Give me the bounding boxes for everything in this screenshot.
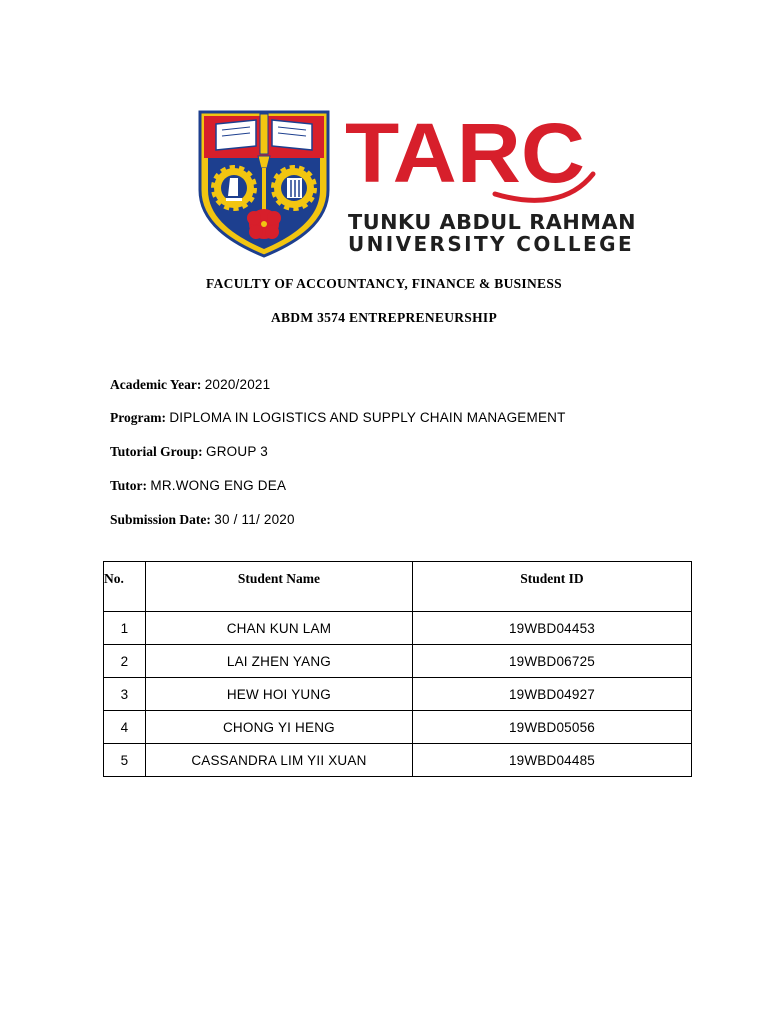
submission-date-value: 30 / 11/ 2020	[214, 512, 295, 527]
university-logo	[198, 110, 637, 260]
faculty-heading: FACULTY OF ACCOUNTANCY, FINANCE & BUSINESS	[206, 276, 562, 291]
cell-no: 5	[104, 744, 146, 777]
students-table	[103, 561, 692, 777]
submission-date-label: Submission Date:	[110, 512, 211, 527]
submission-date-line	[110, 512, 295, 528]
tutorial-group-value: GROUP 3	[206, 444, 268, 459]
program-line	[110, 410, 566, 426]
cell-student-id: 19WBD05056	[412, 711, 691, 744]
academic-year-line	[110, 377, 270, 393]
cell-no: 4	[104, 711, 146, 744]
tutor-value: MR.WONG ENG DEA	[150, 478, 287, 493]
table-row	[104, 645, 692, 678]
university-crest-icon	[198, 110, 330, 258]
cell-student-id: 19WBD04453	[412, 612, 691, 645]
academic-year-label: Academic Year:	[110, 377, 202, 392]
cell-no: 2	[104, 645, 146, 678]
table-header-row	[104, 562, 692, 612]
table-row	[104, 744, 692, 777]
cell-student-name: CHONG YI HENG	[145, 711, 412, 744]
table-row	[104, 711, 692, 744]
cell-student-name: CASSANDRA LIM YII XUAN	[145, 744, 412, 777]
tutor-label: Tutor:	[110, 478, 148, 493]
cell-student-id: 19WBD04927	[412, 678, 691, 711]
program-label: Program:	[110, 410, 166, 425]
column-header-student-name: Student Name	[145, 562, 412, 612]
table-row	[104, 678, 692, 711]
tutor-line	[110, 478, 286, 494]
cell-student-name: CHAN KUN LAM	[145, 612, 412, 645]
course-heading: ABDM 3574 ENTREPRENEURSHIP	[270, 310, 498, 325]
program-value: DIPLOMA IN LOGISTICS AND SUPPLY CHAIN MANAGEMENT	[169, 410, 566, 425]
cell-no: 1	[104, 612, 146, 645]
column-header-no: No.	[104, 562, 146, 612]
university-name-line1: TUNKU ABDUL RAHMAN	[348, 210, 637, 234]
tutorial-group-label: Tutorial Group:	[110, 444, 203, 459]
tarc-wordmark	[345, 110, 605, 210]
cell-no: 3	[104, 678, 146, 711]
tutorial-group-line	[110, 444, 268, 460]
cell-student-id: 19WBD06725	[412, 645, 691, 678]
cell-student-name: HEW HOI YUNG	[145, 678, 412, 711]
cell-student-id: 19WBD04485	[412, 744, 691, 777]
university-name-line2: UNIVERSITY COLLEGE	[348, 232, 635, 256]
column-header-student-id: Student ID	[412, 562, 691, 612]
cell-student-name: LAI ZHEN YANG	[145, 645, 412, 678]
brand-text: TARC	[345, 110, 585, 200]
academic-year-value: 2020/2021	[204, 377, 271, 392]
table-row	[104, 612, 692, 645]
